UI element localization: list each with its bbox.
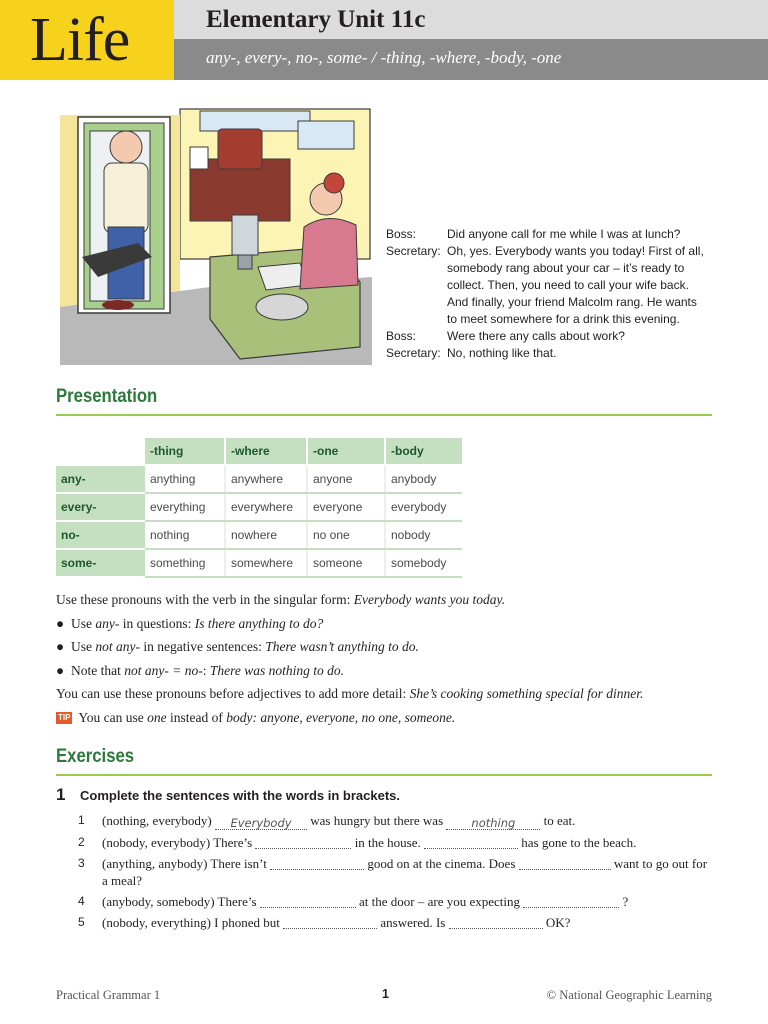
dialogue-line <box>386 226 716 243</box>
table-cell: someone <box>307 549 385 577</box>
tip-line <box>56 706 726 730</box>
table-header-row <box>56 438 462 465</box>
dialogue-line <box>386 277 716 294</box>
note-text: You can use <box>75 709 148 725</box>
note-term: not any- <box>95 639 140 654</box>
sentence-part: (nobody, everything) I phoned but <box>102 915 284 930</box>
column-header: -where <box>225 438 307 465</box>
bullet-icon: ● <box>56 662 65 678</box>
speaker <box>386 294 447 311</box>
presentation-rule <box>56 414 712 416</box>
dialogue <box>386 226 716 362</box>
sentence-part: OK? <box>542 915 571 930</box>
exercise-item <box>78 893 710 910</box>
table-cell: something <box>145 549 225 577</box>
sentence-part: (nobody, everybody) There’s <box>102 835 256 850</box>
title-band <box>174 0 768 39</box>
note-text: in questions: <box>119 615 195 631</box>
column-header: -body <box>385 438 462 465</box>
dialogue-line <box>386 260 716 277</box>
answer-blank[interactable] <box>424 834 518 849</box>
bullet-icon: ● <box>56 639 65 654</box>
table-cell: everywhere <box>225 493 307 521</box>
table-row <box>56 493 462 521</box>
note-example: She’s cooking something special for dinner. <box>409 686 644 701</box>
note-term: not any- = no- <box>124 662 203 678</box>
note-example: There wasn’t anything to do. <box>265 639 419 654</box>
note-example: Everybody wants you today. <box>353 592 506 607</box>
item-text <box>102 834 710 851</box>
exercise-number: 1 <box>56 785 66 804</box>
row-header: any- <box>56 465 145 493</box>
sentence-part: to eat. <box>540 813 576 828</box>
answer-blank[interactable] <box>255 834 351 849</box>
answer-blank[interactable]: nothing <box>446 815 540 830</box>
line-text: to meet somewhere for a drink this evening. <box>447 312 680 326</box>
item-number: 1 <box>78 813 85 827</box>
row-header: no- <box>56 521 145 549</box>
note-text: Note that <box>71 662 125 678</box>
note-line <box>56 588 726 612</box>
speaker: Secretary: <box>386 346 441 360</box>
note-term: any- <box>95 615 120 631</box>
page-number: 1 <box>382 987 389 1001</box>
presentation-heading: Presentation <box>56 386 158 407</box>
dialogue-line <box>386 294 716 311</box>
note-text: Use these pronouns with the verb in the singular form: <box>56 592 354 607</box>
dialogue-line <box>386 328 716 345</box>
line-text: Were there any calls about work? <box>447 329 625 343</box>
table-row <box>56 549 462 577</box>
speaker <box>386 311 447 328</box>
table-cell: everyone <box>307 493 385 521</box>
speaker <box>386 260 447 277</box>
table-row <box>56 465 462 493</box>
dialogue-line <box>386 243 716 260</box>
table-cell: anything <box>145 465 225 493</box>
row-header: some- <box>56 549 145 577</box>
answer-blank[interactable] <box>283 914 377 929</box>
note-text: instead of <box>166 709 227 725</box>
note-term: one <box>147 709 167 725</box>
sentence-part: in the house. <box>351 835 425 850</box>
table-cell: nobody <box>385 521 462 549</box>
dialogue-line <box>386 311 716 328</box>
table-cell: no one <box>307 521 385 549</box>
answer-blank[interactable] <box>519 855 611 870</box>
page-title: Elementary Unit 11c <box>206 6 426 33</box>
table-cell: everything <box>145 493 225 521</box>
table-cell: anybody <box>385 465 462 493</box>
answer-blank[interactable] <box>449 914 543 929</box>
note-text: Use <box>71 615 96 631</box>
presentation-notes <box>56 588 726 729</box>
table-cell: anyone <box>307 465 385 493</box>
page-subtitle: any-, every-, no-, some- / -thing, -where, -body, -one <box>206 48 562 67</box>
sentence-part: has gone to the beach. <box>518 835 637 850</box>
note-text: : <box>202 662 210 678</box>
note-text: You can use these pronouns before adjectives to add more detail: <box>56 686 410 701</box>
speaker: Secretary: <box>386 244 441 258</box>
line-text: collect. Then, you need to call your wife back. <box>447 278 689 292</box>
sentence-part: was hungry but there was <box>307 813 447 828</box>
subtitle-band <box>174 39 768 80</box>
line-text: Oh, yes. Everybody wants you today! First of all, <box>447 244 704 258</box>
item-text <box>102 855 710 889</box>
column-header: -one <box>307 438 385 465</box>
exercises-heading: Exercises <box>56 746 135 767</box>
table-cell: nothing <box>145 521 225 549</box>
sentence-part: good on at the cinema. Does <box>364 856 519 871</box>
note-text: in negative sentences: <box>140 639 266 654</box>
speaker <box>386 277 447 294</box>
office-cartoon-illustration <box>60 107 372 365</box>
table-cell: somebody <box>385 549 462 577</box>
item-number: 2 <box>78 835 85 849</box>
item-number: 4 <box>78 894 85 908</box>
exercises-rule <box>56 774 712 776</box>
life-logo <box>0 0 174 80</box>
note-example: Is there anything to do? <box>194 615 324 631</box>
item-number: 3 <box>78 856 85 870</box>
sentence-part: (anybody, somebody) There’s <box>102 894 260 909</box>
line-text: No, nothing like that. <box>447 346 557 360</box>
table-cell: somewhere <box>225 549 307 577</box>
answer-blank[interactable]: Everybody <box>215 815 307 830</box>
speaker: Boss: <box>386 227 417 241</box>
exercise-item <box>78 812 710 830</box>
item-text <box>102 893 710 910</box>
exercise-instruction: Complete the sentences with the words in brackets. <box>80 788 401 803</box>
dialogue-line <box>386 345 716 362</box>
exercise-item <box>78 834 710 851</box>
speaker: Boss: <box>386 329 417 343</box>
row-header: every- <box>56 493 145 521</box>
answer-blank[interactable] <box>260 893 356 908</box>
exercise-items <box>78 812 710 935</box>
item-text <box>102 914 710 931</box>
table-cell: everybody <box>385 493 462 521</box>
note-line <box>56 682 726 706</box>
sentence-part: at the door – are you expecting <box>355 894 524 909</box>
note-bullet <box>56 612 726 636</box>
sentence-part: (nothing, everybody) <box>102 813 216 828</box>
table-cell: nowhere <box>225 521 307 549</box>
table-cell: anywhere <box>225 465 307 493</box>
exercise-item <box>78 855 710 889</box>
note-example: body: anyone, everyone, no one, someone. <box>226 709 456 725</box>
note-bullet <box>56 635 726 659</box>
note-bullet <box>56 659 726 683</box>
exercise-item <box>78 914 710 931</box>
sentence-part: want to go out for a meal? <box>102 856 708 888</box>
footer-copyright: © National Geographic Learning <box>546 988 712 1002</box>
line-text: Did anyone call for me while I was at lunch? <box>447 227 681 241</box>
line-text: And finally, your friend Malcolm rang. He wants <box>447 295 697 309</box>
table-corner <box>56 438 145 465</box>
bullet-icon: ● <box>56 615 65 631</box>
item-text <box>102 812 710 830</box>
pronoun-table <box>56 438 462 578</box>
footer-book-title: Practical Grammar 1 <box>56 988 161 1002</box>
sentence-part: ? <box>619 894 629 909</box>
logo-text: Life <box>30 6 130 74</box>
note-example: There was nothing to do. <box>209 662 344 678</box>
tip-badge: TIP <box>58 712 71 722</box>
sentence-part: answered. Is <box>377 915 449 930</box>
sentence-part: (anything, anybody) There isn’t <box>102 856 271 871</box>
column-header: -thing <box>145 438 225 465</box>
answer-blank[interactable] <box>523 893 619 908</box>
line-text: somebody rang about your car – it’s ready to <box>447 261 685 275</box>
note-text: Use <box>71 639 96 654</box>
table-row <box>56 521 462 549</box>
answer-blank[interactable] <box>270 855 364 870</box>
item-number: 5 <box>78 915 85 929</box>
